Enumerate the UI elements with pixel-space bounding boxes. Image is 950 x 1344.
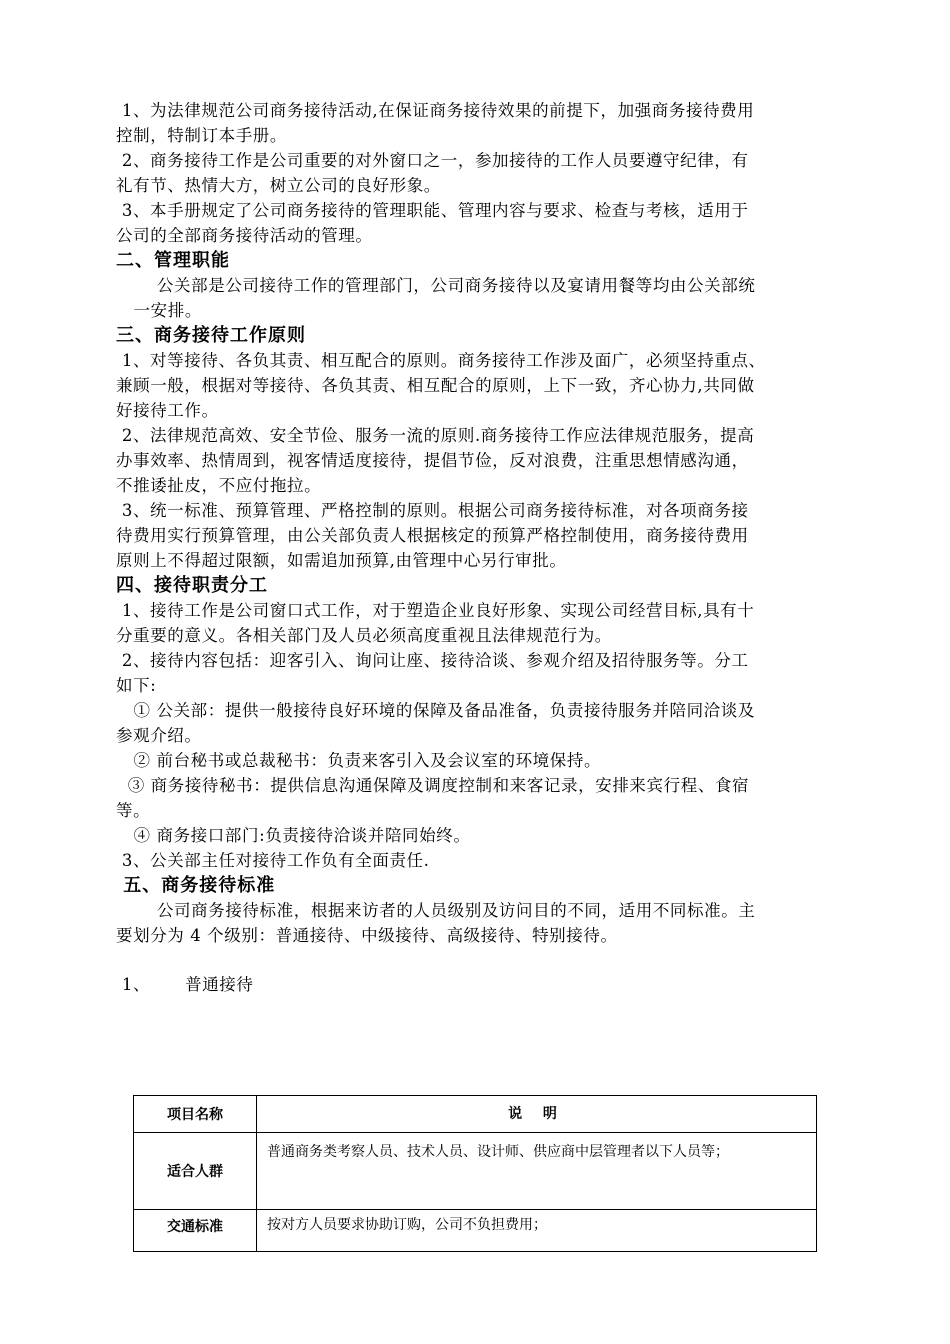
header-cell-item-name: 项目名称	[134, 1096, 257, 1133]
paragraph-line: 好接待工作。	[116, 401, 219, 420]
paragraph-line: ① 公关部：提供一般接待良好环境的保障及备品准备，负责接待服务并陪同洽谈及	[116, 701, 755, 720]
paragraph-line: ② 前台秘书或总裁秘书：负责来客引入及会议室的环境保持。	[116, 751, 602, 770]
paragraph-line: 分重要的意义。各相关部门及人员必须高度重视且法律规范行为。	[116, 626, 612, 645]
paragraph-line: ③ 商务接待秘书：提供信息沟通保障及调度控制和来客记录，安排来宾行程、食宿	[116, 776, 750, 795]
paragraph-line: 一安排。	[116, 301, 202, 320]
subsection-title: 1、 普通接待	[116, 975, 254, 994]
section-heading: 五、商务接待标准	[116, 875, 276, 896]
paragraph-line: 1、为法律规范公司商务接待活动,在保证商务接待效果的前提下，加强商务接待费用	[116, 101, 755, 120]
paragraph-line: 兼顾一般，根据对等接待、各负其责、相互配合的原则，上下一致，齐心协力,共同做	[116, 376, 755, 395]
paragraph-line: 要划分为 4 个级别：普通接待、中级接待、高级接待、特别接待。	[116, 926, 618, 945]
paragraph-line: 1、接待工作是公司窗口式工作，对于塑造企业良好形象、实现公司经营目标,具有十	[116, 601, 755, 620]
header-cell-description: 说 明	[257, 1096, 817, 1133]
paragraph-line: 参观介绍。	[116, 726, 202, 745]
table-header-row	[134, 1096, 817, 1133]
paragraph-line: 控制，特制订本手册。	[116, 126, 287, 145]
row-value-cell: 普通商务类考察人员、技术人员、设计师、供应商中层管理者以下人员等；	[257, 1133, 817, 1210]
section-heading: 二、管理职能	[116, 250, 230, 271]
paragraph-line: ④ 商务接口部门:负责接待洽谈并陪同始终。	[116, 826, 471, 845]
paragraph-line: 3、统一标准、预算管理、严格控制的原则。根据公司商务接待标准，对各项商务接	[116, 501, 749, 520]
reception-standard-table	[133, 1095, 817, 1252]
paragraph-line: 1、对等接待、各负其责、相互配合的原则。商务接待工作涉及面广，必须坚持重点、	[116, 351, 766, 370]
row-label-cell: 适合人群	[134, 1133, 257, 1210]
paragraph-line: 不推诿扯皮，不应付拖拉。	[116, 476, 322, 495]
paragraph-line: 2、法律规范高效、安全节俭、服务一流的原则.商务接待工作应法律规范服务，提高	[116, 426, 755, 445]
paragraph-line: 2、商务接待工作是公司重要的对外窗口之一，参加接待的工作人员要遵守纪律，有	[116, 151, 749, 170]
paragraph-line: 公司的全部商务接待活动的管理。	[116, 226, 373, 245]
paragraph-line: 礼有节、热情大方，树立公司的良好形象。	[116, 176, 441, 195]
section-heading: 三、商务接待工作原则	[116, 325, 306, 346]
paragraph-line: 等。	[116, 801, 151, 820]
row-label-cell: 交通标准	[134, 1210, 257, 1252]
table-row	[134, 1210, 817, 1252]
section-heading: 四、接待职责分工	[116, 575, 268, 596]
paragraph-line: 3、公关部主任对接待工作负有全面责任.	[116, 851, 430, 870]
paragraph-line: 待费用实行预算管理，由公关部负责人根据核定的预算严格控制使用，商务接待费用	[116, 526, 749, 545]
paragraph-line: 3、本手册规定了公司商务接待的管理职能、管理内容与要求、检查与考核，适用于	[116, 201, 749, 220]
paragraph-line: 原则上不得超过限额，如需追加预算,由管理中心另行审批。	[116, 551, 567, 570]
table-row	[134, 1133, 817, 1210]
paragraph-line: 如下:	[116, 676, 157, 695]
paragraph-line: 2、接待内容包括：迎客引入、询问让座、接待洽谈、参观介绍及招待服务等。分工	[116, 651, 749, 670]
paragraph-line: 公司商务接待标准，根据来访者的人员级别及访问目的不同，适用不同标准。主	[116, 901, 756, 920]
row-value-cell: 按对方人员要求协助订购，公司不负担费用；	[257, 1210, 817, 1252]
paragraph-line: 办事效率、热情周到，视客情适度接待，提倡节俭，反对浪费，注重思想情感沟通，	[116, 451, 749, 470]
paragraph-line: 公关部是公司接待工作的管理部门，公司商务接待以及宴请用餐等均由公关部统	[116, 276, 756, 295]
